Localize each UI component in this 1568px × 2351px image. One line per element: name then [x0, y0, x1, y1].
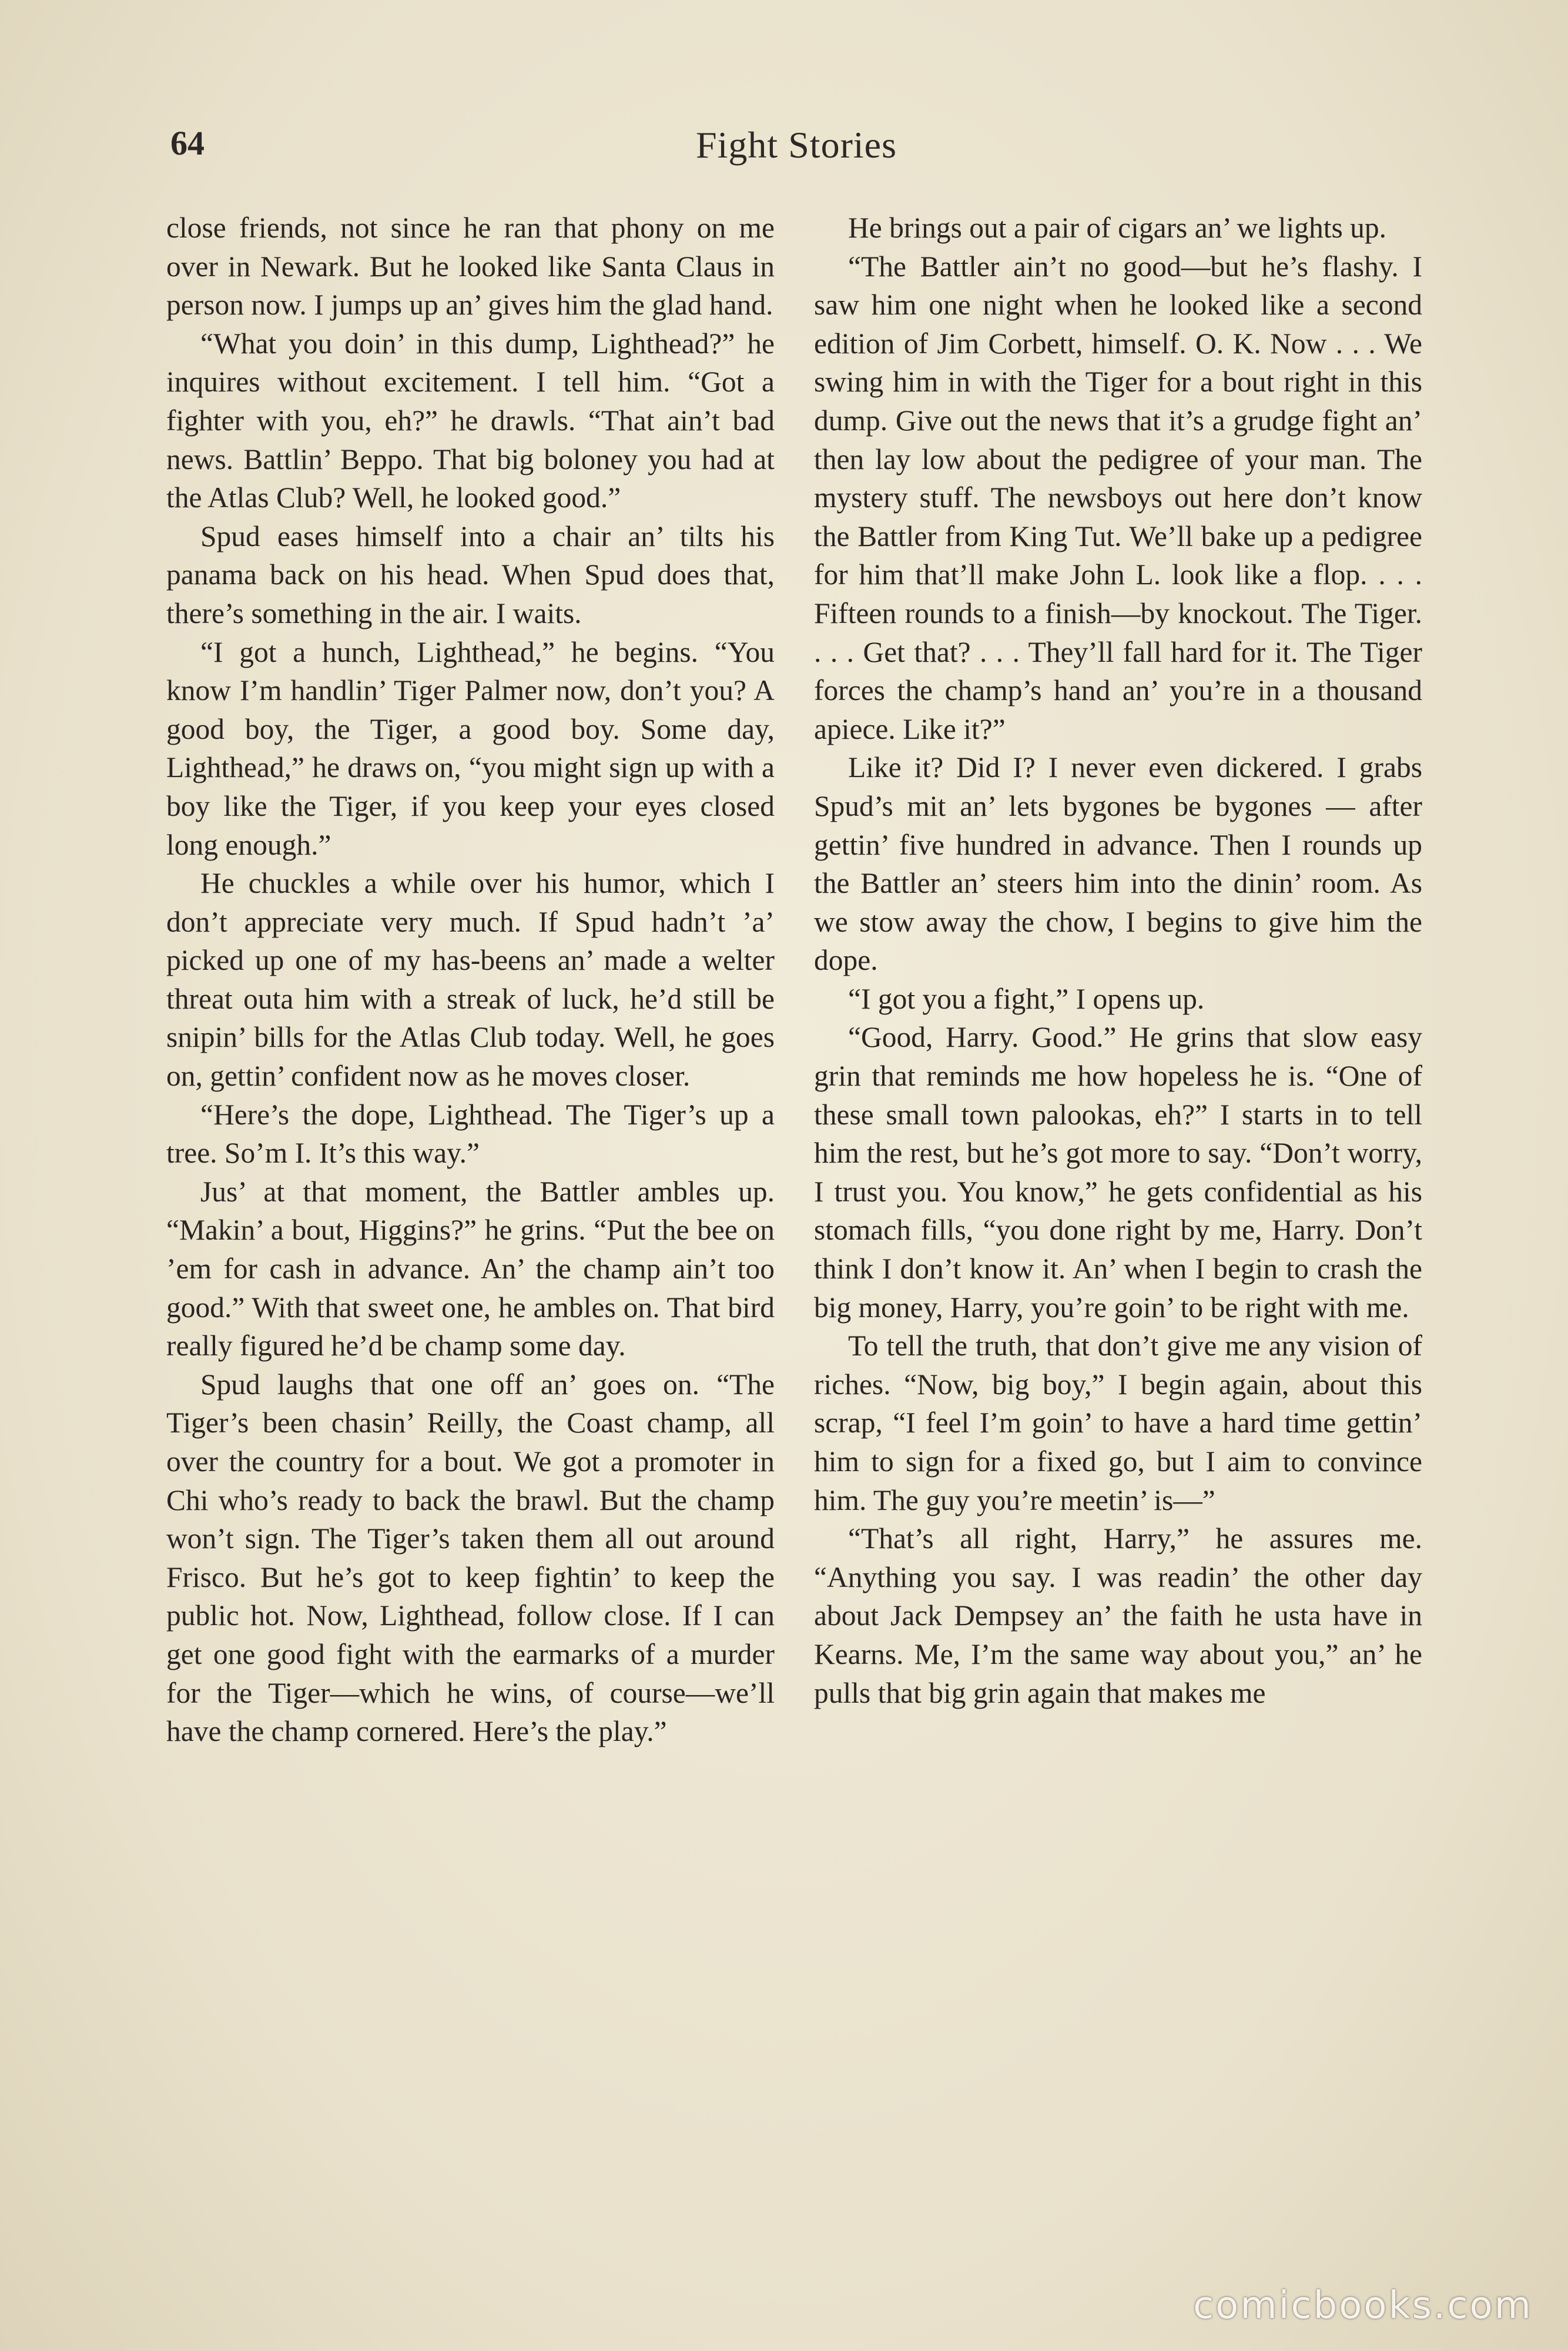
- paragraph: “That’s all right, Harry,” he assures me. “Anything you say. I was readin’ the other day about Jack Dempsey an’ the faith he usta have in Kearns. Me, I’m the same way about you,” an’ he pulls that big grin again that makes me: [814, 1522, 1422, 1709]
- right-column: [814, 209, 1422, 2207]
- page-number: 64: [170, 124, 205, 162]
- left-column: [166, 209, 775, 2207]
- paragraph: “The Battler ain’t no good—but he’s flashy. I saw him one night when he looked like a second edition of Jim Corbett, himself. O. K. Now . . . We swing him in with the Tiger for a bout right in this dump. Give out the news that it’s a grudge fight an’ then lay low about the pedigree of your man. The mystery stuff. The newsboys out here don’t know the Battler from King Tut. We’ll bake up a pedigree for him that’ll make John L. look like a flop. . . . Fifteen rounds to a finish—by knockout. The Tiger. . . . Get that? . . . They’ll fall hard for it. The Tiger forces the champ’s hand an’ you’re in a thousand apiece. Like it?”: [814, 250, 1422, 745]
- paragraph: He chuckles a while over his humor, which I don’t appreciate very much. If Spud hadn’t ’a’ picked up one of my has-beens an’ made a welter threat outa him with a streak of luck, he’d still be snipin’ bills for the Atlas Club today. Well, he goes on, gettin’ confident now as he moves closer.: [166, 867, 775, 1093]
- running-title: Fight Stories: [696, 124, 897, 166]
- paragraph: “I got a hunch, Lighthead,” he begins. “You know I’m handlin’ Tiger Palmer now, don’t you? A good boy, the Tiger, a good boy. Some day, Lighthead,” he draws on, “you might sign up with a boy like the Tiger, if you keep your eyes closed long enough.”: [166, 635, 775, 861]
- paragraph: Jus’ at that moment, the Battler ambles up. “Makin’ a bout, Higgins?” he grins. “Put the bee on ’em for cash in advance. An’ the champ ain’t too good.” With that sweet one, he ambles on. That bird really figured he’d be champ some day.: [166, 1175, 775, 1362]
- paragraph: “What you doin’ in this dump, Lighthead?” he inquires without excitement. I tell him. “Got a fighter with you, eh?” he drawls. “That ain’t bad news. Battlin’ Beppo. That big boloney you had at the Atlas Club? Well, he looked good.”: [166, 327, 775, 514]
- paragraph: “Here’s the dope, Lighthead. The Tiger’s up a tree. So’m I. It’s this way.”: [166, 1098, 775, 1170]
- paragraph: Spud laughs that one off an’ goes on. “The Tiger’s been chasin’ Reilly, the Coast champ, all over the country for a bout. We got a promoter in Chi who’s ready to back the brawl. But the champ won’t sign. The Tiger’s taken them all out around Frisco. But he’s got to keep fightin’ to keep the public hot. Now, Lighthead, follow close. If I can get one good fight with the earmarks of a murder for the Tiger—which he wins, of course—we’ll have the champ cornered. Here’s the play.”: [166, 1368, 775, 1748]
- paragraph: “Good, Harry. Good.” He grins that slow easy grin that reminds me how hopeless he is. “One of these small town palookas, eh?” I starts in to tell him the rest, but he’s got more to say. “Don’t worry, I trust you. You know,” he gets confidential as his stomach fills, “you done right by me, Harry. Don’t think I don’t know it. An’ when I begin to crash the big money, Harry, you’re goin’ to be right with me.: [814, 1021, 1422, 1324]
- paragraph: Spud eases himself into a chair an’ tilts his panama back on his head. When Spud does that, there’s something in the air. I waits.: [166, 520, 775, 629]
- paragraph: To tell the truth, that don’t give me any vision of riches. “Now, big boy,” I begin again, about this scrap, “I feel I’m goin’ to have a hard time gettin’ him to sign for a fixed go, but I aim to convince him. The guy you’re meetin’ is—”: [814, 1329, 1422, 1516]
- paragraph: Like it? Did I? I never even dickered. I grabs Spud’s mit an’ lets bygones be bygones — after gettin’ five hundred in advance. Then I rounds up the Battler an’ steers him into the dinin’ room. As we stow away the chow, I begins to give him the dope.: [814, 751, 1422, 977]
- paragraph: He brings out a pair of cigars an’ we lights up.: [848, 212, 1386, 244]
- paragraph: close friends, not since he ran that phony on me over in Newark. But he looked like Santa Claus in person now. I jumps up an’ gives him the glad hand.: [166, 212, 775, 321]
- site-watermark: comicbooks.com: [1192, 2284, 1533, 2327]
- page-header: [170, 123, 1422, 176]
- paragraph: “I got you a fight,” I opens up.: [848, 982, 1205, 1015]
